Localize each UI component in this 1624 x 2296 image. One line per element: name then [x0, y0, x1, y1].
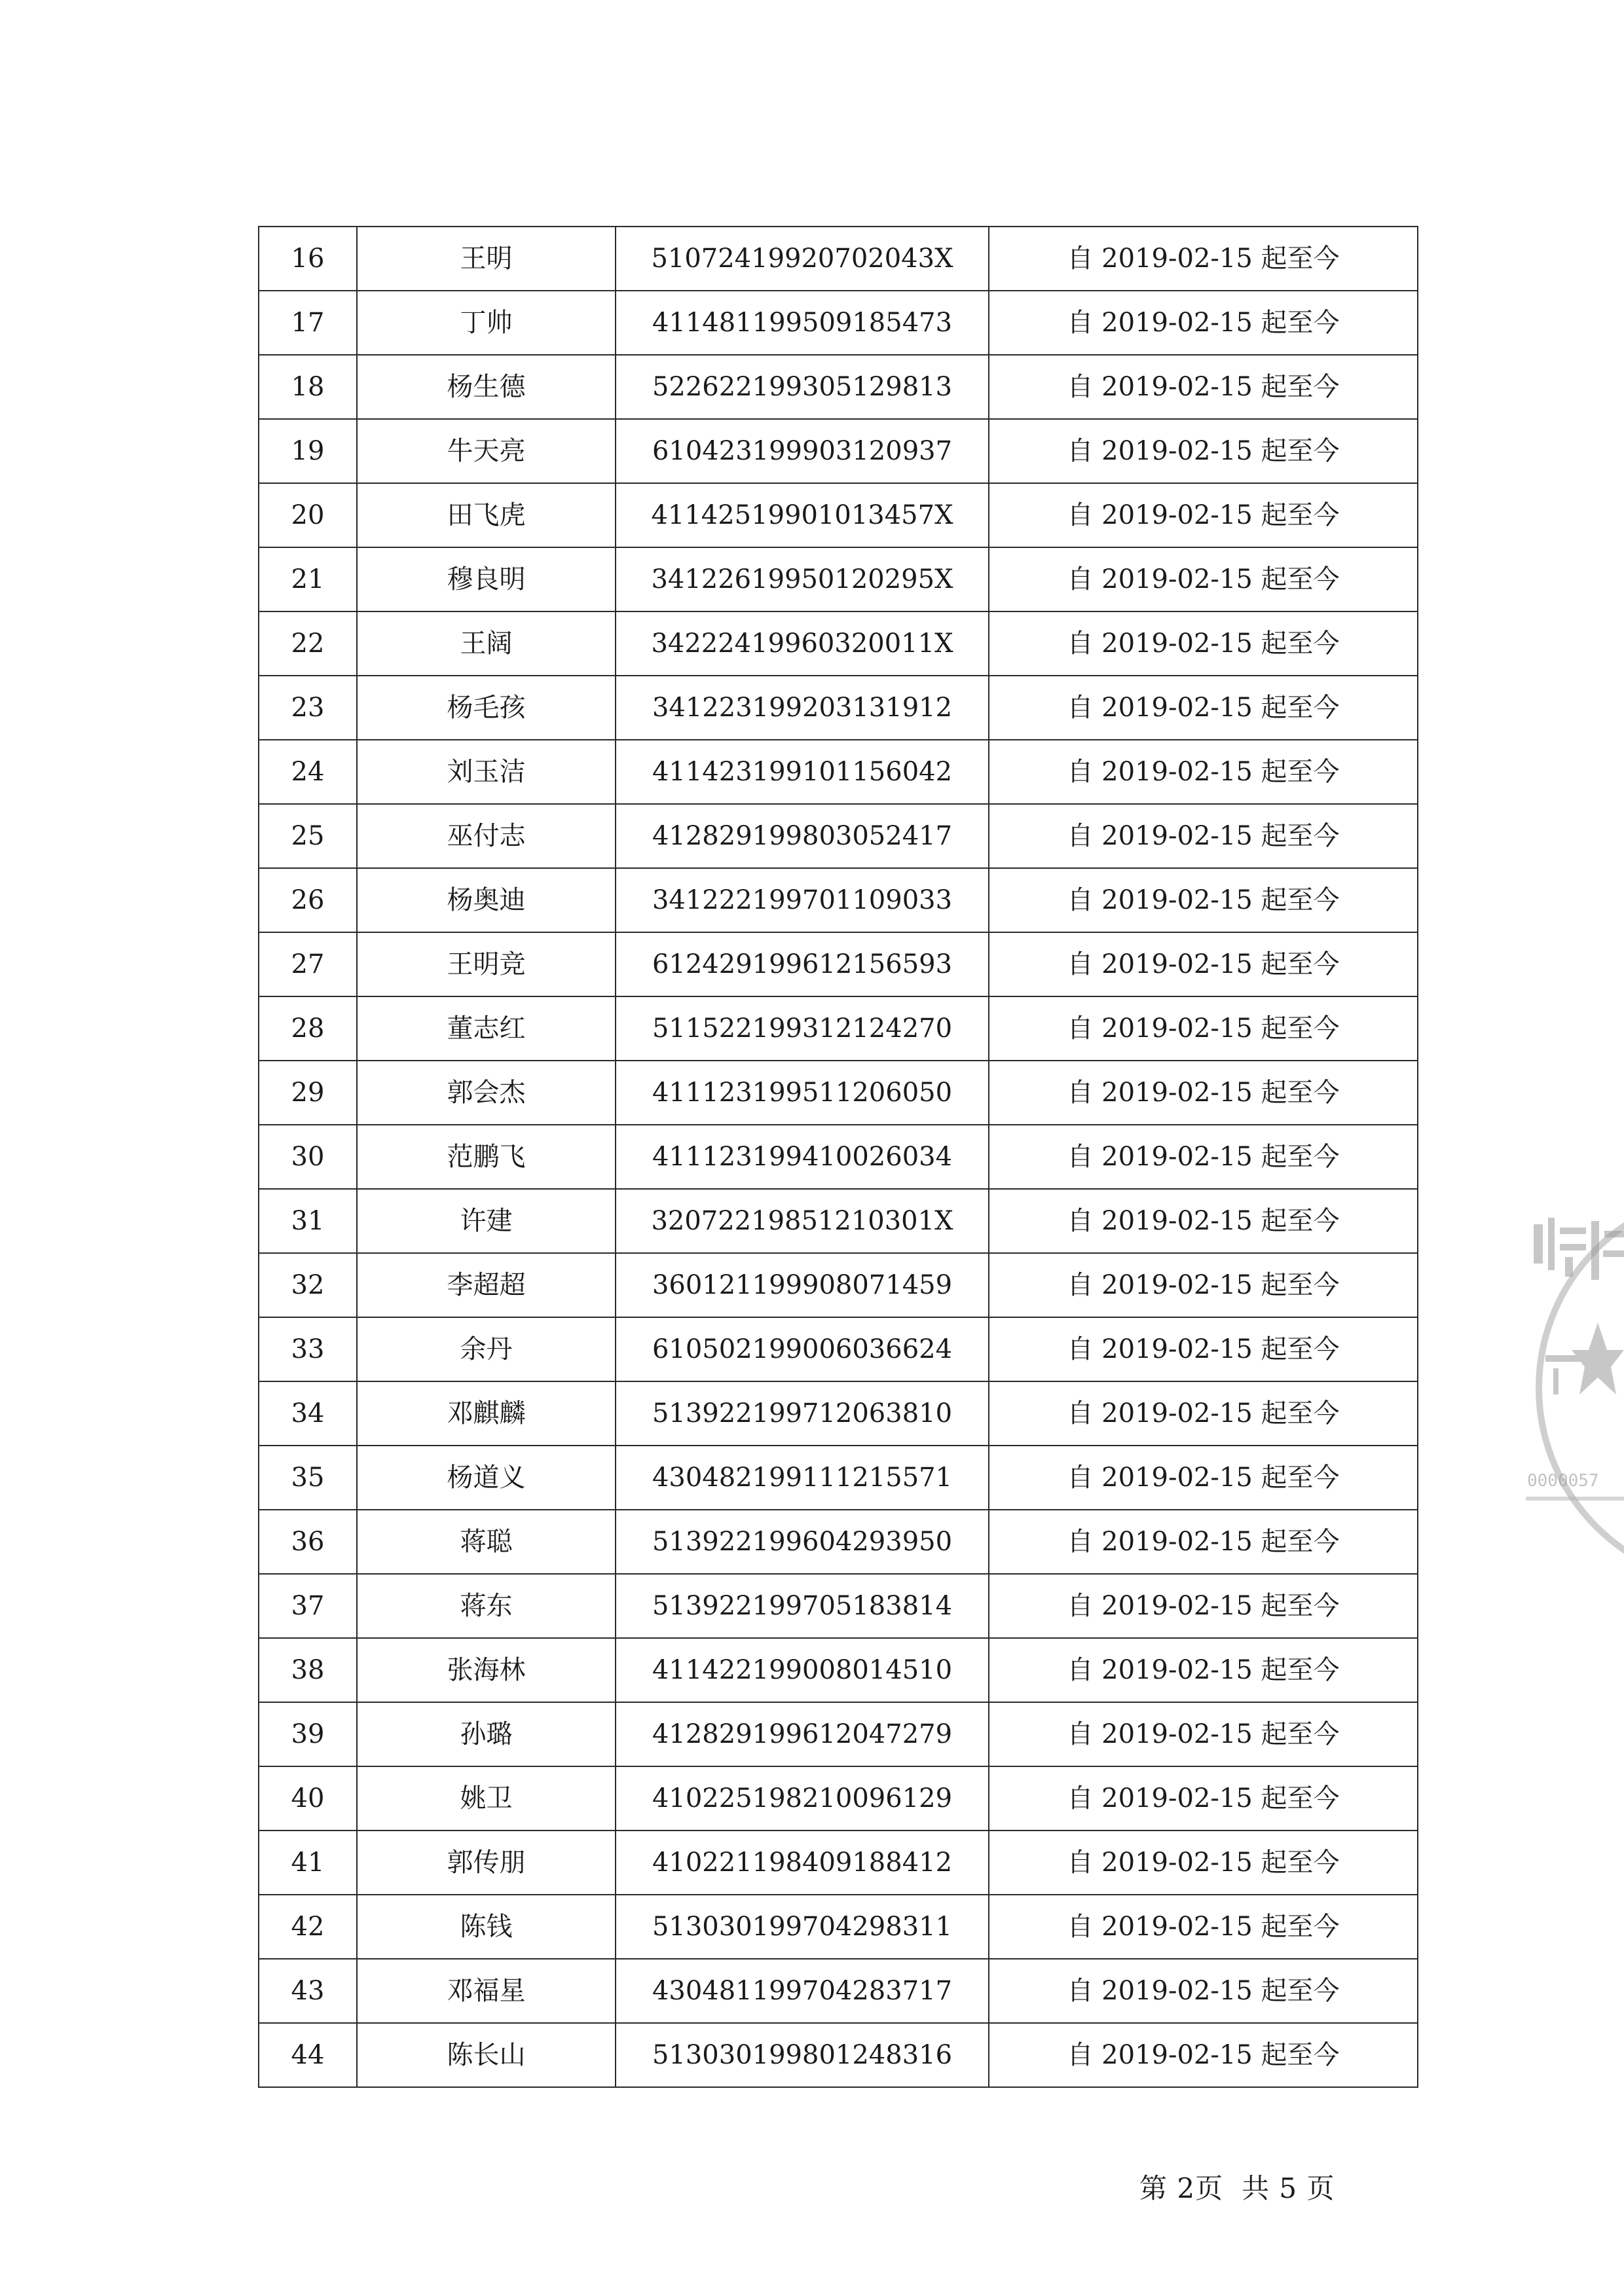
person-name-cell: 孙璐	[357, 1702, 616, 1766]
row-number-cell: 23	[259, 676, 357, 740]
id-number-cell: 34222419960320011X	[616, 611, 989, 676]
table-row	[259, 419, 1418, 483]
table-row	[259, 483, 1418, 547]
table-row	[259, 1317, 1418, 1381]
person-name-cell: 田飞虎	[357, 483, 616, 547]
row-number-cell: 44	[259, 2023, 357, 2087]
period-cell: 自 2019-02-15 起至今	[989, 804, 1418, 868]
period-cell: 自 2019-02-15 起至今	[989, 1381, 1418, 1446]
table-row	[259, 1061, 1418, 1125]
table-row	[259, 740, 1418, 804]
period-cell: 自 2019-02-15 起至今	[989, 868, 1418, 932]
id-number-cell: 513922199705183814	[616, 1574, 989, 1638]
period-cell: 自 2019-02-15 起至今	[989, 1638, 1418, 1702]
id-number-cell: 513030199704298311	[616, 1895, 989, 1959]
id-number-cell: 513922199712063810	[616, 1381, 989, 1446]
id-number-cell: 430482199111215571	[616, 1446, 989, 1510]
id-number-cell: 360121199908071459	[616, 1253, 989, 1317]
id-number-cell: 430481199704283717	[616, 1959, 989, 2023]
person-name-cell: 张海林	[357, 1638, 616, 1702]
period-cell: 自 2019-02-15 起至今	[989, 996, 1418, 1061]
table-row	[259, 1446, 1418, 1510]
table-row	[259, 868, 1418, 932]
period-cell: 自 2019-02-15 起至今	[989, 419, 1418, 483]
id-number-cell: 412829199803052417	[616, 804, 989, 868]
period-cell: 自 2019-02-15 起至今	[989, 1317, 1418, 1381]
id-number-cell: 410221198409188412	[616, 1831, 989, 1895]
table-row	[259, 1125, 1418, 1189]
person-name-cell: 许建	[357, 1189, 616, 1253]
person-name-cell: 杨奥迪	[357, 868, 616, 932]
row-number-cell: 40	[259, 1766, 357, 1831]
personnel-table-body	[259, 227, 1418, 2087]
page-total: 共 5 页	[1242, 2172, 1335, 2204]
row-number-cell: 41	[259, 1831, 357, 1895]
person-name-cell: 邓麒麟	[357, 1381, 616, 1446]
official-seal-fragment-icon	[1519, 1205, 1624, 1571]
id-number-cell: 32072219851210301X	[616, 1189, 989, 1253]
table-row	[259, 676, 1418, 740]
row-number-cell: 17	[259, 291, 357, 355]
person-name-cell: 范鹏飞	[357, 1125, 616, 1189]
table-row	[259, 804, 1418, 868]
period-cell: 自 2019-02-15 起至今	[989, 1895, 1418, 1959]
period-cell: 自 2019-02-15 起至今	[989, 676, 1418, 740]
table-row	[259, 1959, 1418, 2023]
row-number-cell: 32	[259, 1253, 357, 1317]
person-name-cell: 余丹	[357, 1317, 616, 1381]
id-number-cell: 51072419920702043X	[616, 227, 989, 291]
row-number-cell: 24	[259, 740, 357, 804]
period-cell: 自 2019-02-15 起至今	[989, 1189, 1418, 1253]
row-number-cell: 18	[259, 355, 357, 419]
table-row	[259, 1189, 1418, 1253]
row-number-cell: 31	[259, 1189, 357, 1253]
row-number-cell: 25	[259, 804, 357, 868]
id-number-cell: 610423199903120937	[616, 419, 989, 483]
period-cell: 自 2019-02-15 起至今	[989, 1125, 1418, 1189]
person-name-cell: 刘玉洁	[357, 740, 616, 804]
table-row	[259, 1638, 1418, 1702]
person-name-cell: 李超超	[357, 1253, 616, 1317]
id-number-cell: 411423199101156042	[616, 740, 989, 804]
period-cell: 自 2019-02-15 起至今	[989, 1831, 1418, 1895]
person-name-cell: 郭传朋	[357, 1831, 616, 1895]
id-number-cell: 34122619950120295X	[616, 547, 989, 611]
table-row	[259, 1510, 1418, 1574]
id-number-cell: 411481199509185473	[616, 291, 989, 355]
row-number-cell: 26	[259, 868, 357, 932]
id-number-cell: 610502199006036624	[616, 1317, 989, 1381]
id-number-cell: 511522199312124270	[616, 996, 989, 1061]
id-number-cell: 411123199511206050	[616, 1061, 989, 1125]
period-cell: 自 2019-02-15 起至今	[989, 1702, 1418, 1766]
row-number-cell: 27	[259, 932, 357, 996]
person-name-cell: 郭会杰	[357, 1061, 616, 1125]
person-name-cell: 杨生德	[357, 355, 616, 419]
personnel-table	[258, 226, 1418, 2088]
id-number-cell: 341222199701109033	[616, 868, 989, 932]
id-number-cell: 612429199612156593	[616, 932, 989, 996]
row-number-cell: 36	[259, 1510, 357, 1574]
period-cell: 自 2019-02-15 起至今	[989, 1959, 1418, 2023]
table-row	[259, 611, 1418, 676]
period-cell: 自 2019-02-15 起至今	[989, 547, 1418, 611]
period-cell: 自 2019-02-15 起至今	[989, 483, 1418, 547]
row-number-cell: 20	[259, 483, 357, 547]
person-name-cell: 陈长山	[357, 2023, 616, 2087]
table-row	[259, 1381, 1418, 1446]
table-row	[259, 932, 1418, 996]
person-name-cell: 巫付志	[357, 804, 616, 868]
row-number-cell: 39	[259, 1702, 357, 1766]
period-cell: 自 2019-02-15 起至今	[989, 2023, 1418, 2087]
person-name-cell: 蒋东	[357, 1574, 616, 1638]
table-row	[259, 1766, 1418, 1831]
page-footer	[1139, 2167, 1335, 2206]
id-number-cell: 411422199008014510	[616, 1638, 989, 1702]
id-number-cell: 41142519901013457X	[616, 483, 989, 547]
row-number-cell: 38	[259, 1638, 357, 1702]
id-number-cell: 410225198210096129	[616, 1766, 989, 1831]
id-number-cell: 411123199410026034	[616, 1125, 989, 1189]
period-cell: 自 2019-02-15 起至今	[989, 227, 1418, 291]
table-row	[259, 1253, 1418, 1317]
id-number-cell: 522622199305129813	[616, 355, 989, 419]
row-number-cell: 30	[259, 1125, 357, 1189]
person-name-cell: 王阔	[357, 611, 616, 676]
table-row	[259, 1702, 1418, 1766]
person-name-cell: 牛天亮	[357, 419, 616, 483]
table-row	[259, 996, 1418, 1061]
period-cell: 自 2019-02-15 起至今	[989, 1253, 1418, 1317]
row-number-cell: 19	[259, 419, 357, 483]
page-number: 第 2页	[1139, 2172, 1224, 2204]
row-number-cell: 43	[259, 1959, 357, 2023]
row-number-cell: 16	[259, 227, 357, 291]
person-name-cell: 王明	[357, 227, 616, 291]
row-number-cell: 33	[259, 1317, 357, 1381]
table-row	[259, 547, 1418, 611]
person-name-cell: 邓福星	[357, 1959, 616, 2023]
row-number-cell: 37	[259, 1574, 357, 1638]
table-row	[259, 1831, 1418, 1895]
id-number-cell: 513922199604293950	[616, 1510, 989, 1574]
person-name-cell: 姚卫	[357, 1766, 616, 1831]
person-name-cell: 穆良明	[357, 547, 616, 611]
row-number-cell: 35	[259, 1446, 357, 1510]
person-name-cell: 丁帅	[357, 291, 616, 355]
period-cell: 自 2019-02-15 起至今	[989, 1510, 1418, 1574]
period-cell: 自 2019-02-15 起至今	[989, 932, 1418, 996]
id-number-cell: 513030199801248316	[616, 2023, 989, 2087]
period-cell: 自 2019-02-15 起至今	[989, 1766, 1418, 1831]
person-name-cell: 杨道义	[357, 1446, 616, 1510]
table-row	[259, 291, 1418, 355]
id-number-cell: 412829199612047279	[616, 1702, 989, 1766]
row-number-cell: 34	[259, 1381, 357, 1446]
row-number-cell: 22	[259, 611, 357, 676]
person-name-cell: 杨毛孩	[357, 676, 616, 740]
person-name-cell: 董志红	[357, 996, 616, 1061]
person-name-cell: 蒋聪	[357, 1510, 616, 1574]
person-name-cell: 陈钱	[357, 1895, 616, 1959]
period-cell: 自 2019-02-15 起至今	[989, 611, 1418, 676]
row-number-cell: 21	[259, 547, 357, 611]
table-row	[259, 355, 1418, 419]
period-cell: 自 2019-02-15 起至今	[989, 291, 1418, 355]
row-number-cell: 28	[259, 996, 357, 1061]
table-row	[259, 2023, 1418, 2087]
seal-serial-text: 0000057	[1527, 1471, 1599, 1491]
period-cell: 自 2019-02-15 起至今	[989, 1446, 1418, 1510]
period-cell: 自 2019-02-15 起至今	[989, 1061, 1418, 1125]
table-row	[259, 1895, 1418, 1959]
period-cell: 自 2019-02-15 起至今	[989, 1574, 1418, 1638]
period-cell: 自 2019-02-15 起至今	[989, 740, 1418, 804]
person-name-cell: 王明竞	[357, 932, 616, 996]
table-row	[259, 1574, 1418, 1638]
id-number-cell: 341223199203131912	[616, 676, 989, 740]
row-number-cell: 29	[259, 1061, 357, 1125]
table-row	[259, 227, 1418, 291]
period-cell: 自 2019-02-15 起至今	[989, 355, 1418, 419]
row-number-cell: 42	[259, 1895, 357, 1959]
